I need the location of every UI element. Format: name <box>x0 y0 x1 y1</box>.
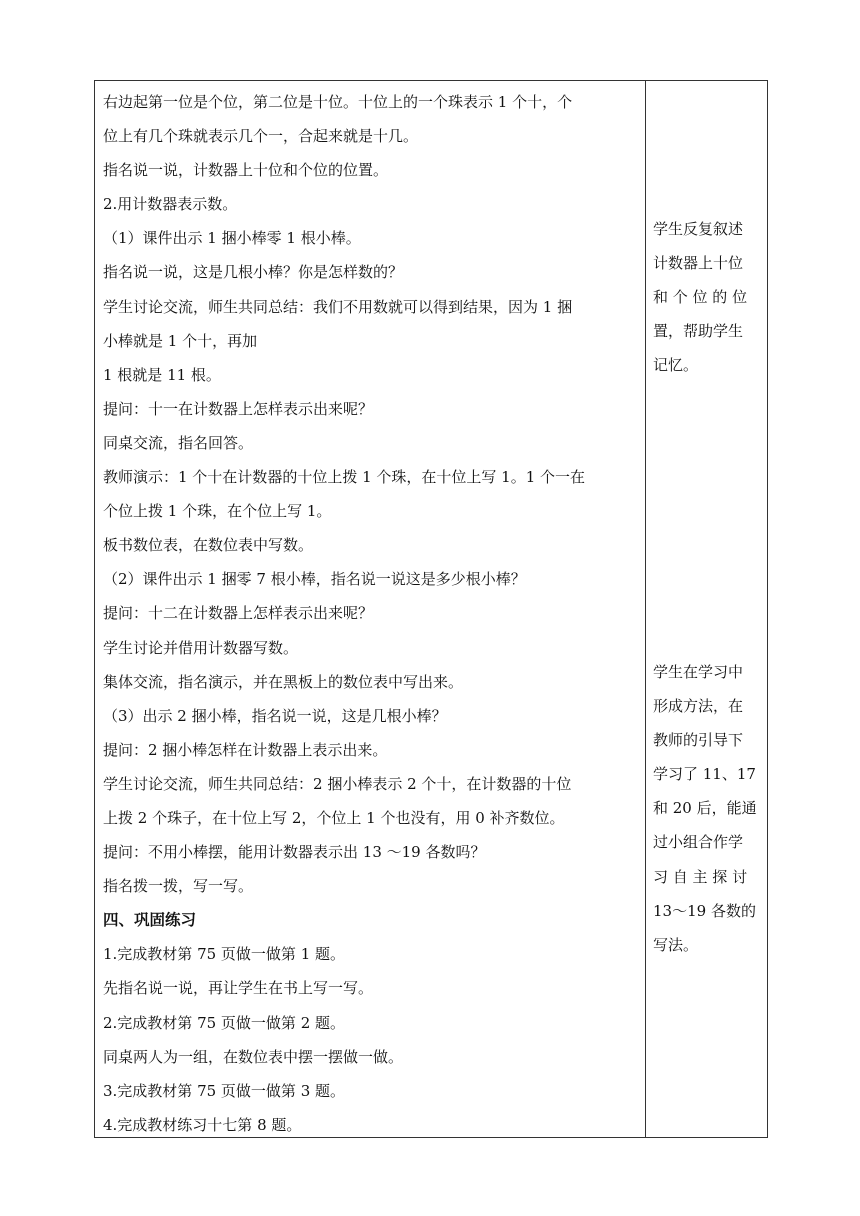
text-line: 提问：十一在计数器上怎样表示出来呢？ <box>103 399 374 418</box>
text-line: 4.完成教材练习十七第 8 题。 <box>103 1115 302 1134</box>
text-line: 位上有几个珠就表示几个一，合起来就是十几。 <box>103 127 419 146</box>
text-line: 教师演示：1 个十在计数器的十位上拨 1 个珠，在十位上写 1。1 个一在 <box>103 468 586 487</box>
text-line: 个位上拨 1 个珠，在个位上写 1。 <box>103 502 332 521</box>
note-line: 学生在学习中 <box>653 663 744 681</box>
note-line: 和 20 后，能通 <box>653 799 757 818</box>
design-intent-note-2 <box>653 655 765 962</box>
text-line: 板书数位表，在数位表中写数。 <box>103 536 314 555</box>
section-heading: 四、巩固练习 <box>103 911 197 930</box>
note-line: 置，帮助学生 <box>653 322 744 341</box>
text-line: 先指名说一说，再让学生在书上写一写。 <box>103 979 374 998</box>
teaching-process-column <box>103 85 641 1142</box>
note-line: 和 个 位 的 位 <box>653 288 748 307</box>
text-line: 2.完成教材第 75 页做一做第 2 题。 <box>103 1013 346 1032</box>
text-line: 1.完成教材第 75 页做一做第 1 题。 <box>103 945 346 964</box>
text-line: 提问：不用小棒摆，能用计数器表示出 13 ～19 各数吗？ <box>103 843 486 862</box>
note-line: 习 自 主 探 讨 <box>653 867 748 886</box>
text-line: 1 根就是 11 根。 <box>103 365 221 384</box>
text-line: 指名说一说，计数器上十位和个位的位置。 <box>103 161 389 180</box>
note-line: 过小组合作学 <box>653 833 744 852</box>
design-intent-note-1 <box>653 212 765 382</box>
text-line: 2.用计数器表示数。 <box>103 195 238 214</box>
note-line: 教师的引导下 <box>653 731 744 750</box>
note-line: 形成方法，在 <box>653 697 744 716</box>
note-line: 学生反复叙述 <box>653 220 744 238</box>
note-line: 写法。 <box>653 935 699 954</box>
text-line: 提问：十二在计数器上怎样表示出来呢？ <box>103 604 374 623</box>
text-line: 右边起第一位是个位，第二位是十位。十位上的一个珠表示 1 个十，个 <box>103 93 573 111</box>
note-line: 13～19 各数的 <box>653 901 756 920</box>
text-line: （1）课件出示 1 捆小棒零 1 根小棒。 <box>103 229 361 248</box>
text-line: 3.完成教材第 75 页做一做第 3 题。 <box>103 1081 346 1100</box>
text-line: 同桌两人为一组，在数位表中摆一摆做一做。 <box>103 1047 404 1066</box>
note-line: 学习了 11、17 <box>653 765 756 784</box>
text-line: 上拨 2 个珠子，在十位上写 2，个位上 1 个也没有，用 0 补齐数位。 <box>103 808 565 827</box>
text-line: 学生讨论交流，师生共同总结：2 捆小棒表示 2 个十，在计数器的十位 <box>103 774 572 793</box>
text-line: 学生讨论并借用计数器写数。 <box>103 638 299 657</box>
lesson-table <box>94 80 768 1138</box>
note-line: 计数器上十位 <box>653 254 744 273</box>
text-line: 小棒就是 1 个十，再加 <box>103 331 258 350</box>
text-line: 学生讨论交流，师生共同总结：我们不用数就可以得到结果，因为 1 捆 <box>103 297 573 316</box>
text-line: 提问：2 捆小棒怎样在计数器上表示出来。 <box>103 740 388 759</box>
text-line: （3）出示 2 捆小棒，指名说一说，这是几根小棒？ <box>103 706 447 725</box>
text-line: （2）课件出示 1 捆零 7 根小棒，指名说一说这是多少根小棒？ <box>103 570 526 589</box>
column-divider <box>645 81 646 1137</box>
text-line: 集体交流，指名演示，并在黑板上的数位表中写出来。 <box>103 672 464 691</box>
text-line: 指名说一说，这是几根小棒？你是怎样数的？ <box>103 263 404 282</box>
text-line: 同桌交流，指名回答。 <box>103 433 254 452</box>
note-line: 记忆。 <box>653 356 699 375</box>
text-line: 指名拨一拨，写一写。 <box>103 877 254 896</box>
